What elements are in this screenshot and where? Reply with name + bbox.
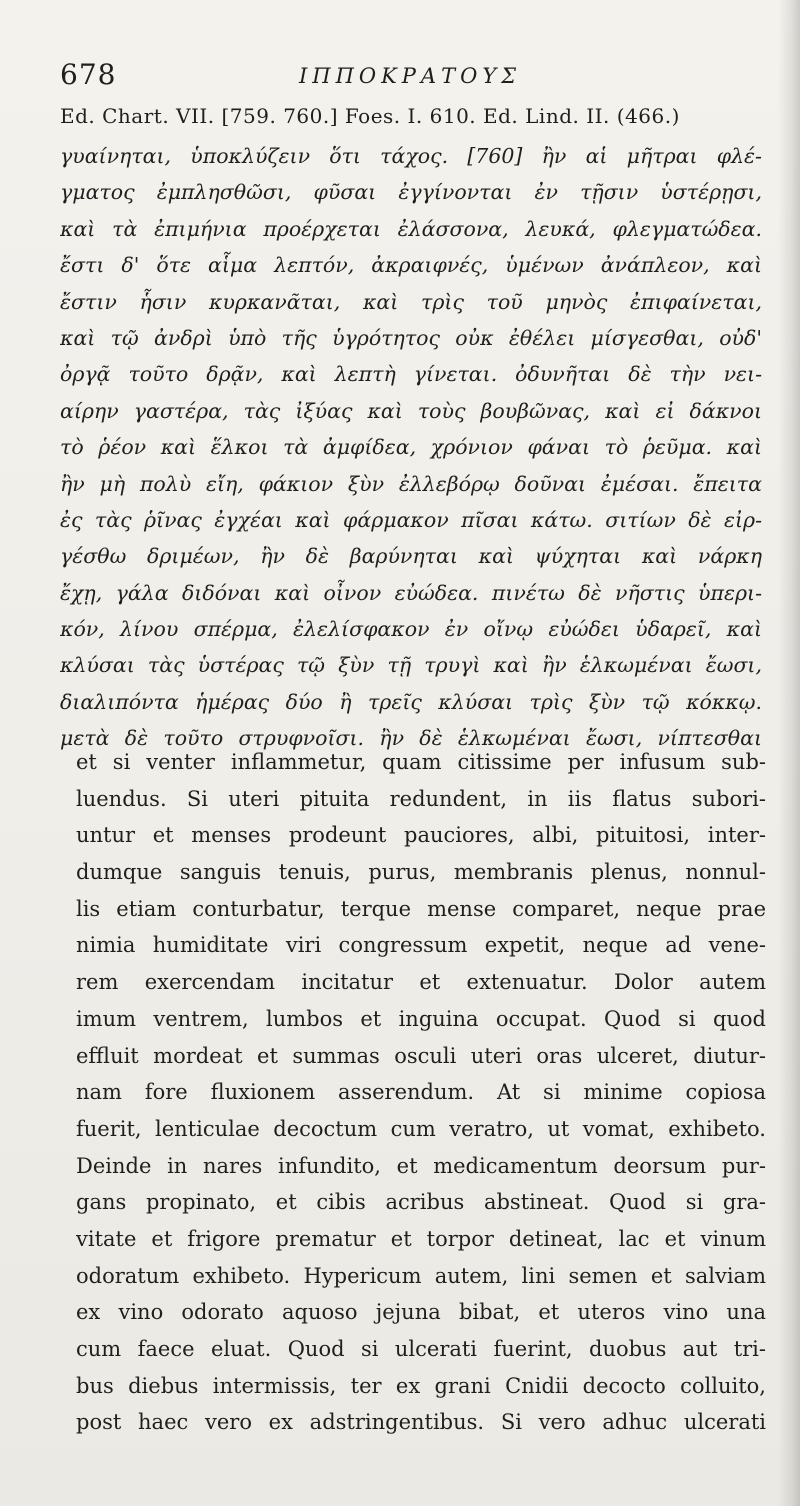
greek-text-line: ἔχῃ, γάλα διδόναι καὶ οἶνον εὐώδεα. πινέτω δὲ νῆστις ὑπερι- <box>60 580 762 605</box>
greek-text-line: αίρην γαστέρα, τὰς ἰξύας καὶ τοὺς βουβῶνας, καὶ εἰ δάκνοι <box>60 398 762 423</box>
greek-text-line: τὸ ῥέον καὶ ἕλκοι τὰ ἀμφίδεα, χρόνιον φάναι τὸ ῥεῦμα. καὶ <box>60 435 762 460</box>
greek-text-line: κόν, λίνου σπέρμα, ἐλελίσφακον ἐν οἴνῳ εὐώδει ὑδαρεῖ, καὶ <box>60 617 762 642</box>
greek-text-block <box>60 138 762 757</box>
greek-text-line: γυαίνηται, ὑποκλύζειν ὅτι τάχος. [760] ἢν αἱ μῆτραι φλέ- <box>60 144 762 168</box>
latin-text-line: vitate et frigore prematur et torpor detineat, lac et vinum <box>76 1226 766 1251</box>
greek-text-line: μετὰ δὲ τοῦτο στρυφνοῖσι. ἢν δὲ ἑλκωμέναι ἔωσι, νίπτεσθαι <box>60 726 762 751</box>
page-header <box>60 58 760 98</box>
latin-text-line: effluit mordeat et summas osculi uteri oras ulceret, diutur- <box>76 1043 766 1068</box>
latin-text-line: nimia humiditate viri congressum expetit, neque ad vene- <box>76 933 766 958</box>
latin-text-line: rem exercendam incitatur et extenuatur. Dolor autem <box>76 970 766 995</box>
latin-text-line: nam fore fluxionem asserendum. At si minime copiosa <box>76 1080 766 1105</box>
latin-text-line: dumque sanguis tenuis, purus, membranis plenus, nonnul- <box>76 860 766 885</box>
page-edge-shadow <box>778 0 800 1506</box>
latin-text-line: ex vino odorato aquoso jejuna bibat, et uteros vino una <box>76 1300 766 1325</box>
latin-text-line: fuerit, lenticulae decoctum cum veratro, ut vomat, exhibeto. <box>76 1116 766 1141</box>
latin-text-block <box>76 744 766 1441</box>
greek-text-line: γματος ἐμπλησθῶσι, φῦσαι ἐγγίνονται ἐν τῇσιν ὑστέρῃσι, <box>60 180 762 205</box>
greek-text-line: ὀργᾷ τοῦτο δρᾷν, καὶ λεπτὴ γίνεται. ὀδυνῆται δὲ τὴν νει- <box>60 362 762 387</box>
greek-text-line: γέσθω δριμέων, ἢν δὲ βαρύνηται καὶ ψύχηται καὶ νάρκη <box>60 544 762 569</box>
latin-text-line: gans propinato, et cibis acribus abstineat. Quod si gra- <box>76 1190 766 1215</box>
latin-text-line: Deinde in nares infundito, et medicamentum deorsum pur- <box>76 1153 766 1178</box>
latin-text-line: post haec vero ex adstringentibus. Si vero adhuc ulcerati <box>76 1410 766 1435</box>
latin-text-line: odoratum exhibeto. Hypericum autem, lini semen et salviam <box>76 1263 766 1288</box>
greek-text-line: ἔστιν ἧσιν κυρκανᾶται, καὶ τρὶς τοῦ μηνὸς ἐπιφαίνεται, <box>60 289 762 314</box>
greek-text-line: ἔστι δ' ὅτε αἷμα λεπτόν, ἀκραιφνές, ὑμένων ἀνάπλεον, καὶ <box>60 253 762 278</box>
latin-text-line: et si venter inflammetur, quam citissime per infusum sub- <box>76 750 766 774</box>
latin-text-line: lis etiam conturbatur, terque mense comparet, neque prae <box>76 896 766 921</box>
greek-text-line: ἐς τὰς ῥῖνας ἐγχέαι καὶ φάρμακον πῖσαι κάτω. σιτίων δὲ εἰρ- <box>60 507 762 532</box>
edition-reference-line: Ed. Chart. VII. [759. 760.] Foes. I. 610. Ed. Lind. II. (466.) <box>60 104 680 128</box>
page-number: 678 <box>60 58 117 91</box>
latin-text-line: untur et menses prodeunt pauciores, albi, pituitosi, inter- <box>76 823 766 848</box>
greek-text-line: ἢν μὴ πολὺ εἴη, φάκιον ξὺν ἐλλεβόρῳ δοῦναι ἐμέσαι. ἔπειτα <box>60 471 762 496</box>
running-title: ΙΠΠΟΚΡΑΤΟΥΣ <box>298 64 522 88</box>
latin-text-line: imum ventrem, lumbos et inguina occupat. Quod si quod <box>76 1006 766 1031</box>
greek-text-line: καὶ τὰ ἐπιμήνια προέρχεται ἐλάσσονα, λευκά, φλεγματώδεα. <box>60 216 762 241</box>
latin-text-line: luendus. Si uteri pituita redundent, in iis flatus subori- <box>76 786 766 811</box>
greek-text-line: καὶ τῷ ἀνδρὶ ὑπὸ τῆς ὑγρότητος οὐκ ἐθέλει μίσγεσθαι, οὐδ' <box>60 325 762 350</box>
latin-text-line: bus diebus intermissis, ter ex grani Cnidii decocto colluito, <box>76 1373 766 1398</box>
latin-text-line: cum faece eluat. Quod si ulcerati fuerint, duobus aut tri- <box>76 1337 766 1361</box>
greek-text-line: κλύσαι τὰς ὑστέρας τῷ ξὺν τῇ τρυγὶ καὶ ἢν ἑλκωμέναι ἔωσι, <box>60 653 762 678</box>
greek-text-line: διαλιπόντα ἡμέρας δύο ἢ τρεῖς κλύσαι τρὶς ξὺν τῷ κόκκῳ. <box>60 689 762 714</box>
